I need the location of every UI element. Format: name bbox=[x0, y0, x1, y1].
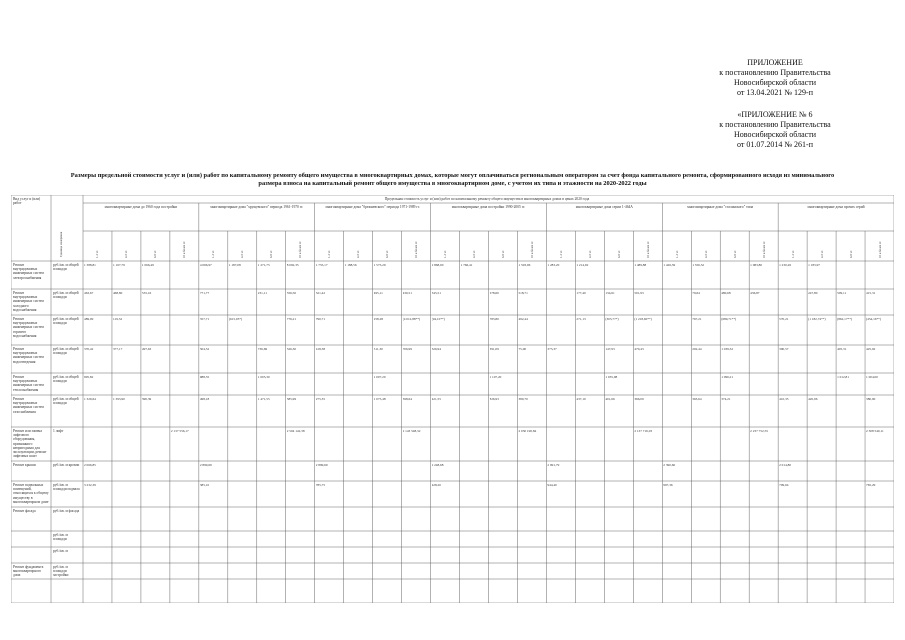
table-cell: 988,35 bbox=[199, 375, 210, 379]
table-cell: 1 388,81 bbox=[84, 263, 96, 267]
table-cell: 390,39 bbox=[141, 397, 152, 401]
table-cell: 480,68 bbox=[721, 291, 731, 295]
table-cell: 377,17 bbox=[112, 347, 123, 351]
document-title bbox=[10, 172, 895, 188]
table-cell: 1 593,06 bbox=[518, 263, 531, 267]
row-unit: руб./кв. м общей площади bbox=[53, 291, 79, 300]
table-cell: 321,42 bbox=[315, 291, 326, 295]
row-name bbox=[13, 533, 49, 546]
table-cell: 2 899,69 bbox=[199, 463, 212, 467]
table-cell: 2 237 752,55 bbox=[750, 429, 768, 433]
row-name: Ремонт внутридомовых инженерных систем теплоснабжения bbox=[13, 375, 44, 392]
title-line: Размеры предельной стоимости услуг и (или) работ по капитальному ремонту общего имущества в многоквартирных домах, которые могут оплачиваться региональным оператором за счет фонда капитального ремонта, сформированного исходя из минимального bbox=[70, 172, 835, 179]
row-unit: руб./кв. м общей площади bbox=[53, 397, 79, 406]
table-cell: 345,51 bbox=[431, 291, 441, 295]
table-cell: 1 188,56 bbox=[344, 263, 357, 267]
row-unit: руб./кв. м bbox=[53, 549, 68, 553]
table-cell: 1 230,26 bbox=[779, 263, 792, 267]
table-cell: 463,67 bbox=[84, 291, 94, 295]
table-cell: 1 471,55 bbox=[257, 397, 270, 401]
header-price-span: Предельная стоимость услуг и (или) работ по капитальному ремонту общего имущества в многоквартирных домах в ценах 2020 года bbox=[384, 197, 590, 201]
sub-header: 1-3 эт. bbox=[790, 250, 795, 258]
table-cell: 495,11 bbox=[373, 291, 383, 295]
sub-header: 1-3 эт. bbox=[558, 250, 563, 258]
sub-header: 1-3 эт. bbox=[211, 250, 216, 258]
table-cell: 3 232,39 bbox=[84, 483, 96, 487]
table-cell: 2 390,60 bbox=[663, 463, 676, 467]
table-cell: 2 899,69 bbox=[315, 463, 328, 467]
table-cell: 326,94 bbox=[431, 347, 441, 351]
sub-header: 6-9 эт. bbox=[848, 250, 853, 258]
table-cell: 271,13 bbox=[576, 317, 586, 321]
sub-header: 6-9 эт. bbox=[500, 250, 505, 258]
table-cell: 420,96 bbox=[808, 397, 818, 401]
row-name: Ремонт крыши bbox=[13, 463, 36, 467]
table-cell: 511,30 bbox=[373, 347, 383, 351]
table-cell: (1 182,74**) bbox=[808, 317, 826, 321]
table-cell: 709,64 bbox=[779, 483, 789, 487]
table-cell: 504,52 bbox=[199, 347, 210, 351]
sub-header: 10 и более эт. bbox=[645, 240, 650, 258]
table-cell: 492,44 bbox=[518, 317, 528, 321]
table-cell: 366,09 bbox=[634, 397, 644, 401]
group-header: многоквартирные дома "хрущевского" периода 1961-1970 гг. bbox=[210, 205, 304, 209]
table-cell: 1 107,20 bbox=[489, 375, 502, 379]
annex-line: Новосибирской области bbox=[734, 78, 816, 87]
table-cell: 678,60 bbox=[489, 291, 499, 295]
table-cell: 405,31 bbox=[837, 347, 847, 351]
row-name: Ремонт внутридомовых инженерных систем газоснабжения bbox=[13, 397, 44, 414]
table-cell: 1 012,81 bbox=[837, 375, 849, 379]
table-cell: 428,20 bbox=[431, 483, 441, 487]
group-header: многоквартирные дома прочих серий bbox=[807, 205, 865, 209]
title-line: размера взноса на капитальный ремонт общего имущества в многоквартирном доме, с учетом их типа и этажности на 2020-2022 годы bbox=[258, 180, 647, 187]
table-cell: (454,16**) bbox=[866, 317, 882, 321]
table-cell: 1 283,20 bbox=[547, 263, 560, 267]
table-cell: 501,93 bbox=[634, 291, 644, 295]
row-name: Ремонт или замена лифтового оборудования, признанного непригодным для эксплуатации, ремонт лифтовых шахт bbox=[13, 429, 47, 459]
table-cell: 826,93 bbox=[489, 397, 499, 401]
table-cell: (305,77*) bbox=[605, 317, 619, 321]
row-unit: руб./кв. м общей площади bbox=[53, 347, 79, 356]
row-name: Ремонт внутридомовых инженерных систем холодного водоснабжения bbox=[13, 291, 44, 312]
table-cell: 1 007,20 bbox=[373, 375, 386, 379]
row-name: Ремонт фасада bbox=[13, 509, 36, 513]
sub-header: 6-9 эт. bbox=[385, 250, 390, 258]
table-cell: 535,16 bbox=[141, 291, 152, 295]
table-cell: 258,28 bbox=[373, 317, 383, 321]
table-cell: 134,61 bbox=[605, 291, 615, 295]
sub-header: 4-5 эт. bbox=[703, 250, 708, 258]
table-cell: 415,31 bbox=[866, 291, 876, 295]
table-cell: 518,71 bbox=[518, 291, 528, 295]
sub-header: 10 и более эт. bbox=[414, 240, 419, 258]
table-cell: 1 066,49 bbox=[141, 263, 154, 267]
row-unit: руб./кв. м кровли bbox=[53, 463, 80, 467]
row-unit: 1 лифт bbox=[53, 429, 64, 433]
table-cell: 1 575,29 bbox=[373, 263, 386, 267]
table-cell: 437,10 bbox=[576, 397, 586, 401]
table-cell: 326,30 bbox=[286, 347, 297, 351]
row-name: Ремонт внутридомовых инженерных систем электроснабжения bbox=[13, 263, 44, 280]
table-cell: 1 489,88 bbox=[634, 263, 647, 267]
annex-line: от 01.07.2014 № 261-п bbox=[737, 140, 813, 149]
sub-header: 1-3 эт. bbox=[327, 250, 332, 258]
sub-header: 10 и более эт. bbox=[529, 240, 534, 258]
table-cell: 231,11 bbox=[257, 291, 267, 295]
table-cell: 247,80 bbox=[808, 291, 818, 295]
table-cell: (1 218,60**) bbox=[634, 317, 652, 321]
row-unit: руб./кв. м площади застройки bbox=[53, 565, 69, 578]
group-header: многоквартирные дома "брежневского" периода 1971-1989 гг. bbox=[325, 205, 420, 209]
header-first-column: Вид услуг и (или) работ bbox=[13, 197, 41, 206]
table-cell: 1 167,79 bbox=[112, 263, 125, 267]
sub-header: 1-3 эт. bbox=[674, 250, 679, 258]
table-cell: 421,55 bbox=[431, 397, 441, 401]
table-cell: 2 137 556,17 bbox=[170, 429, 189, 433]
table-cell: 470,43 bbox=[634, 347, 644, 351]
table-cell: 1 426,39 bbox=[663, 263, 676, 267]
row-name: Ремонт подвальных помещений, относящихся к общему имуществу в многоквартирном доме bbox=[13, 483, 49, 504]
sub-header: 4-5 эт. bbox=[587, 250, 592, 258]
sub-header: 6-9 эт. bbox=[732, 250, 737, 258]
sub-header: 6-9 эт. bbox=[269, 250, 274, 258]
table-cell: 370,42 bbox=[84, 347, 94, 351]
table-cell: 357,71 bbox=[199, 317, 210, 321]
table-cell: 736,69 bbox=[257, 347, 268, 351]
table-cell: 2 066,85 bbox=[84, 463, 96, 467]
header-unit-column: Единица измерения bbox=[59, 231, 63, 257]
table-cell: 79,64 bbox=[692, 291, 700, 295]
table-cell: 425,92 bbox=[866, 347, 876, 351]
row-unit: руб./кв. м общей площади bbox=[53, 317, 79, 326]
table-cell: 1 083,80 bbox=[750, 263, 763, 267]
annex-header-current bbox=[700, 58, 850, 98]
table-cell: 385,99 bbox=[286, 397, 297, 401]
table-cell: 767,21 bbox=[692, 317, 702, 321]
table-cell: 275,35 bbox=[315, 397, 326, 401]
group-header: многоквартирные дома постройки 1990-2005 гг. bbox=[451, 205, 526, 209]
table-cell: 497,63 bbox=[141, 347, 152, 351]
table-cell: 380,90 bbox=[866, 397, 876, 401]
table-cell: 2 504 142,38 bbox=[286, 429, 305, 433]
table-cell: 1 096,21 bbox=[721, 375, 734, 379]
sub-header: 4-5 эт. bbox=[472, 250, 477, 258]
table-cell: (862,17**) bbox=[837, 317, 853, 321]
table-cell: 385,10 bbox=[199, 483, 210, 487]
table-cell: 2 137 716,03 bbox=[634, 429, 653, 433]
table-cell: 375,37 bbox=[547, 347, 557, 351]
row-unit: руб./кв. м общей площади bbox=[53, 375, 79, 384]
table-cell: 430,51 bbox=[402, 291, 412, 295]
table-cell: (4 012,88**) bbox=[402, 317, 421, 321]
row-unit: руб./кв. м площади bbox=[53, 533, 68, 542]
row-name: Ремонт фундамента многоквартирного дома bbox=[13, 565, 44, 578]
table-cell: 771,77 bbox=[199, 291, 210, 295]
annex-line: ПРИЛОЖЕНИЕ bbox=[747, 58, 803, 67]
table-cell: 390,57 bbox=[779, 347, 789, 351]
sub-header: 4-5 эт. bbox=[356, 250, 361, 258]
table-cell: (689,71**) bbox=[721, 317, 737, 321]
table-cell: 1 356,52 bbox=[692, 263, 705, 267]
row-name: Ремонт внутридомовых инженерных систем водоотведения bbox=[13, 347, 44, 364]
table-cell: 995,82 bbox=[84, 375, 94, 379]
table-cell: 785,75 bbox=[315, 483, 326, 487]
annex-line: Новосибирской области bbox=[734, 130, 816, 139]
table-cell: 2 248,68 bbox=[431, 463, 444, 467]
group-header: многоквартирные дома до 1960 года постройки bbox=[104, 205, 178, 209]
table-cell: 570,21 bbox=[779, 317, 789, 321]
table-cell: 765,29 bbox=[866, 483, 876, 487]
price-table bbox=[11, 195, 894, 603]
table-cell: 776,21 bbox=[286, 317, 297, 321]
annex-header-original bbox=[700, 110, 850, 150]
table-cell: 177,40 bbox=[576, 291, 586, 295]
sub-header: 10 и более эт. bbox=[182, 240, 187, 258]
annex-line: от 13.04.2021 № 129-п bbox=[737, 88, 813, 97]
sub-header: 10 и более эт. bbox=[877, 240, 882, 258]
table-cell: 380,70 bbox=[518, 397, 528, 401]
sub-header: 10 и более эт. bbox=[761, 240, 766, 258]
table-cell: 1 755,17 bbox=[315, 263, 328, 267]
table-cell: 401,66 bbox=[605, 397, 615, 401]
sub-header: 4-5 эт. bbox=[124, 250, 129, 258]
table-cell: 489,09 bbox=[84, 317, 94, 321]
table-cell: 1 766,41 bbox=[460, 263, 473, 267]
table-cell: 1 004,00 bbox=[866, 375, 878, 379]
table-cell: 8 092,35 bbox=[286, 263, 299, 267]
table-cell: 498,18 bbox=[199, 397, 210, 401]
table-cell: 1 039,32 bbox=[721, 347, 734, 351]
table-cell: 1 214,92 bbox=[576, 263, 589, 267]
table-cell: 1 035,08 bbox=[605, 375, 618, 379]
row-name: Ремонт внутридомовых инженерных систем горячего водоснабжения bbox=[13, 317, 44, 338]
table-cell: 2 050 190,84 bbox=[518, 429, 537, 433]
row-unit: руб./кв. м фасада bbox=[53, 509, 80, 513]
row-name bbox=[13, 549, 49, 562]
table-cell: 4 066,97 bbox=[199, 263, 212, 267]
annex-line: «ПРИЛОЖЕНИЕ № 6 bbox=[737, 110, 813, 119]
table-cell: 2 991,79 bbox=[547, 463, 560, 467]
table-cell: 790,71 bbox=[315, 317, 326, 321]
table-cell: 1 005,30 bbox=[257, 375, 270, 379]
table-cell: (94,10**) bbox=[431, 317, 445, 321]
table-cell: 202,44 bbox=[692, 347, 702, 351]
table-cell: 2 868,00 bbox=[431, 263, 444, 267]
table-cell: 374,21 bbox=[721, 397, 731, 401]
table-cell: 75,00 bbox=[518, 347, 527, 351]
table-cell: 119,32 bbox=[112, 317, 123, 321]
group-header: многоквартирные дома серии 1-464А bbox=[575, 205, 633, 209]
table-cell: 1 393,90 bbox=[112, 397, 125, 401]
table-cell: 468,80 bbox=[112, 291, 123, 295]
table-cell: 706,99 bbox=[402, 347, 412, 351]
table-cell: 1 329,64 bbox=[84, 397, 96, 401]
sub-header: 6-9 эт. bbox=[153, 250, 158, 258]
annex-line: к постановлению Правительства bbox=[719, 120, 831, 129]
table-cell: 1 187,08 bbox=[228, 263, 241, 267]
table-cell: 2 143 548,32 bbox=[402, 429, 421, 433]
table-cell: 436,87 bbox=[750, 291, 760, 295]
table-cell: 1 271,75 bbox=[257, 263, 270, 267]
table-cell: 944,40 bbox=[547, 483, 557, 487]
sub-header: 1-3 эт. bbox=[95, 250, 100, 258]
table-cell: 147,93 bbox=[605, 347, 615, 351]
table-cell: 1 075,48 bbox=[373, 397, 386, 401]
group-header: многоквартирные дома "сталинского" типа bbox=[687, 205, 754, 209]
table-cell: 997,36 bbox=[663, 483, 673, 487]
annex-line: к постановлению Правительства bbox=[719, 68, 831, 77]
table-cell: 2 308 540,11 bbox=[866, 429, 884, 433]
table-cell: 2 014,80 bbox=[779, 463, 792, 467]
table-cell: 363,64 bbox=[692, 397, 702, 401]
table-cell: 356,50 bbox=[286, 291, 297, 295]
row-unit: руб./кв. м площади подвала bbox=[53, 483, 80, 492]
table-cell: 398,64 bbox=[402, 397, 412, 401]
sub-header: 4-5 эт. bbox=[819, 250, 824, 258]
sub-header: 6-9 эт. bbox=[616, 250, 621, 258]
sub-header: 4-5 эт. bbox=[240, 250, 245, 258]
sub-header: 10 и более эт. bbox=[298, 240, 303, 258]
table-cell: 418,38 bbox=[315, 347, 326, 351]
table-cell: 391,09 bbox=[489, 347, 499, 351]
table-cell: (615,03*) bbox=[228, 317, 243, 321]
sub-header: 1-3 эт. bbox=[443, 250, 448, 258]
table-cell: 410,35 bbox=[779, 397, 789, 401]
table-cell: 1 183,97 bbox=[808, 263, 820, 267]
table-cell: 783,80 bbox=[489, 317, 499, 321]
row-unit: руб./кв. м общей площади bbox=[53, 263, 79, 272]
table-cell: 509,11 bbox=[837, 291, 847, 295]
